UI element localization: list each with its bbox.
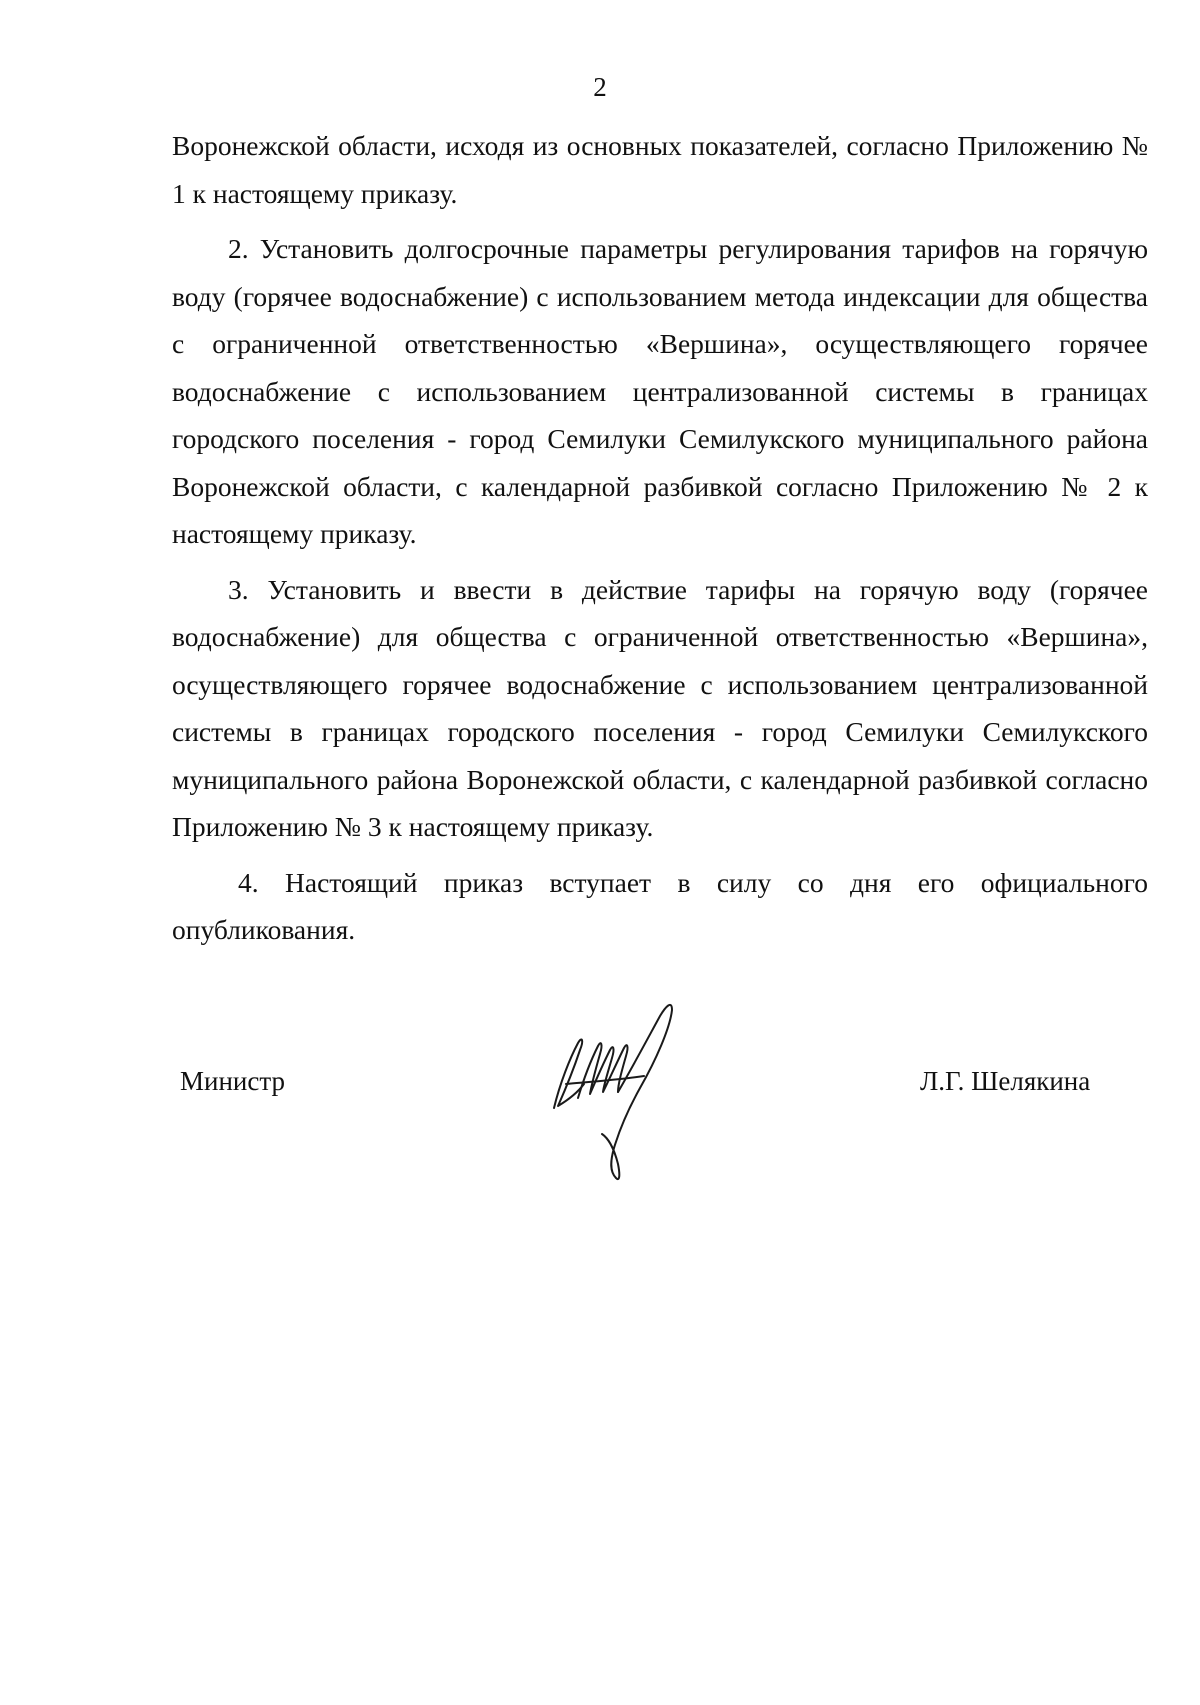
paragraph-item-3: 3. Установить и ввести в действие тарифы на горячую воду (горячее водоснабжение) для общества с ограниченной ответственностью «Вершина», осуществляющего горячее водоснабжение с использованием централизованной системы в границах городского поселения - город Семилуки Семилукского муниципального района Воронежской области, с календарной разбивкой согласно Приложению № 3 к настоящему приказу. (172, 573, 1148, 842)
paragraph-item-2: 2. Установить долгосрочные параметры регулирования тарифов на горячую воду (горячее водоснабжение) с использованием метода индексации для общества с ограниченной ответственностью «Вершина», осуществляющего горячее водоснабжение с использованием централизованной системы в границах городского поселения - город Семилуки Семилукского муниципального района Воронежской области, с календарной разбивкой согласно Приложению № 2 к настоящему приказу. (172, 233, 1148, 549)
signer-title: Министр (180, 1066, 285, 1096)
page-number: 2 (593, 72, 607, 102)
signer-name: Л.Г. Шелякина (920, 1066, 1091, 1096)
paragraph-item-4: 4. Настоящий приказ вступает в силу со дня его официального опубликования. (172, 866, 1148, 945)
paragraph-continuation: Воронежской области, исходя из основных показателей, согласно Приложению № 1 к настоящему приказу. (172, 130, 1148, 209)
handwritten-signature (548, 988, 698, 1188)
document-body (172, 122, 1148, 962)
